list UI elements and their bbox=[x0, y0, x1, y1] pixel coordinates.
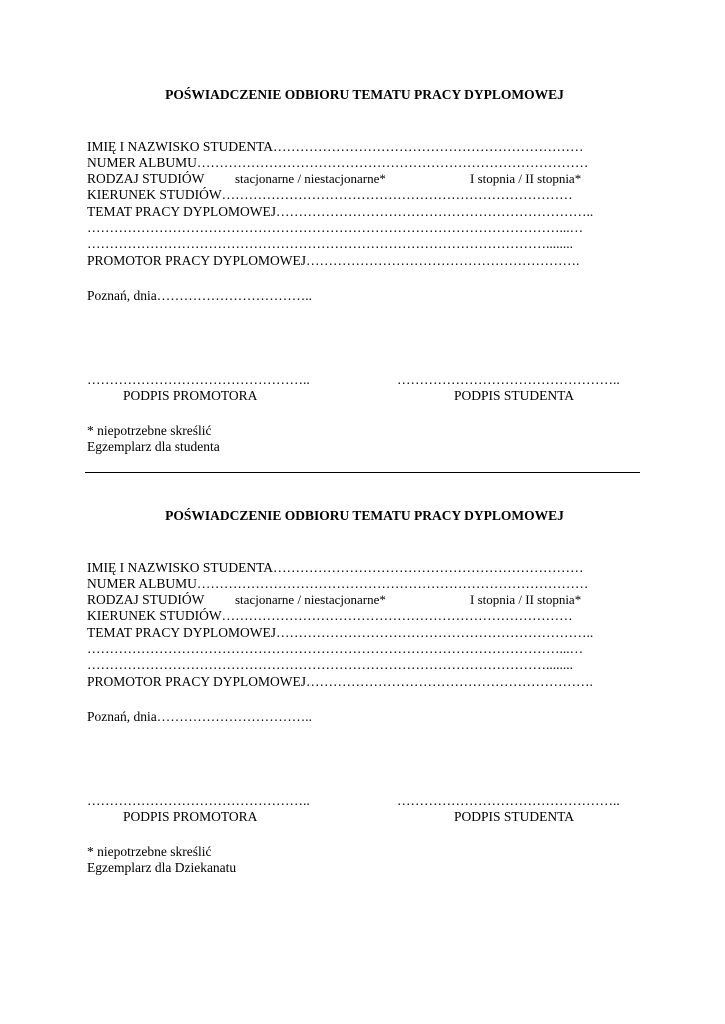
student-signature-label: PODPIS STUDENTA bbox=[454, 388, 575, 403]
field-of-study-field: KIERUNEK STUDIÓW…………………………………………………………………… bbox=[87, 608, 573, 623]
copy-note: Egzemplarz dla studenta bbox=[87, 439, 220, 454]
section-divider bbox=[85, 472, 640, 473]
thesis-topic-continuation: …………………………………………………………………………………………........ bbox=[87, 236, 573, 251]
form-title: POŚWIADCZENIE ODBIORU TEMATU PRACY DYPLOMOWEJ bbox=[165, 508, 564, 523]
album-number-field: NUMER ALBUMU…………………………………………………………………………… bbox=[87, 155, 589, 170]
thesis-topic-continuation: ……………………………………………………………………………………………...… bbox=[87, 641, 584, 656]
place-date-field: Poznań, dnia…………………………….. bbox=[87, 288, 312, 303]
footnote: * niepotrzebne skreślić bbox=[87, 423, 212, 438]
study-level-options: I stopnia / II stopnia* bbox=[470, 171, 582, 186]
study-type-label: RODZAJ STUDIÓW bbox=[87, 592, 205, 607]
supervisor-signature-label: PODPIS PROMOTORA bbox=[123, 809, 258, 824]
copy-note: Egzemplarz dla Dziekanatu bbox=[87, 860, 237, 875]
album-number-field: NUMER ALBUMU…………………………………………………………………………… bbox=[87, 576, 589, 591]
thesis-topic-continuation: ……………………………………………………………………………………………...… bbox=[87, 220, 584, 235]
study-mode-options: stacjonarne / niestacjonarne* bbox=[235, 171, 386, 186]
supervisor-signature-line: ………………………………………….. bbox=[87, 793, 310, 808]
footnote: * niepotrzebne skreślić bbox=[87, 844, 212, 859]
supervisor-field: PROMOTOR PRACY DYPLOMOWEJ………………………………………………………. bbox=[87, 674, 593, 689]
place-date-field: Poznań, dnia…………………………….. bbox=[87, 709, 312, 724]
supervisor-signature-label: PODPIS PROMOTORA bbox=[123, 388, 258, 403]
study-type-label: RODZAJ STUDIÓW bbox=[87, 171, 205, 186]
student-signature-line: ………………………………………….. bbox=[397, 793, 620, 808]
student-signature-label: PODPIS STUDENTA bbox=[454, 809, 575, 824]
student-signature-line: ………………………………………….. bbox=[397, 372, 620, 387]
thesis-topic-field: TEMAT PRACY DYPLOMOWEJ…………………………………………………………….. bbox=[87, 625, 594, 640]
study-mode-options: stacjonarne / niestacjonarne* bbox=[235, 592, 386, 607]
field-of-study-field: KIERUNEK STUDIÓW…………………………………………………………………… bbox=[87, 187, 573, 202]
form-title: POŚWIADCZENIE ODBIORU TEMATU PRACY DYPLOMOWEJ bbox=[165, 87, 564, 102]
supervisor-field: PROMOTOR PRACY DYPLOMOWEJ……………………………………………………. bbox=[87, 253, 580, 268]
student-name-field: IMIĘ I NAZWISKO STUDENTA…………………………………………………………… bbox=[87, 560, 584, 575]
thesis-topic-continuation: …………………………………………………………………………………………........ bbox=[87, 657, 573, 672]
supervisor-signature-line: ………………………………………….. bbox=[87, 372, 310, 387]
thesis-topic-field: TEMAT PRACY DYPLOMOWEJ…………………………………………………………….. bbox=[87, 204, 594, 219]
study-level-options: I stopnia / II stopnia* bbox=[470, 592, 582, 607]
study-type-row bbox=[87, 171, 582, 187]
study-type-row bbox=[87, 592, 582, 608]
student-name-field: IMIĘ I NAZWISKO STUDENTA…………………………………………………………… bbox=[87, 139, 584, 154]
